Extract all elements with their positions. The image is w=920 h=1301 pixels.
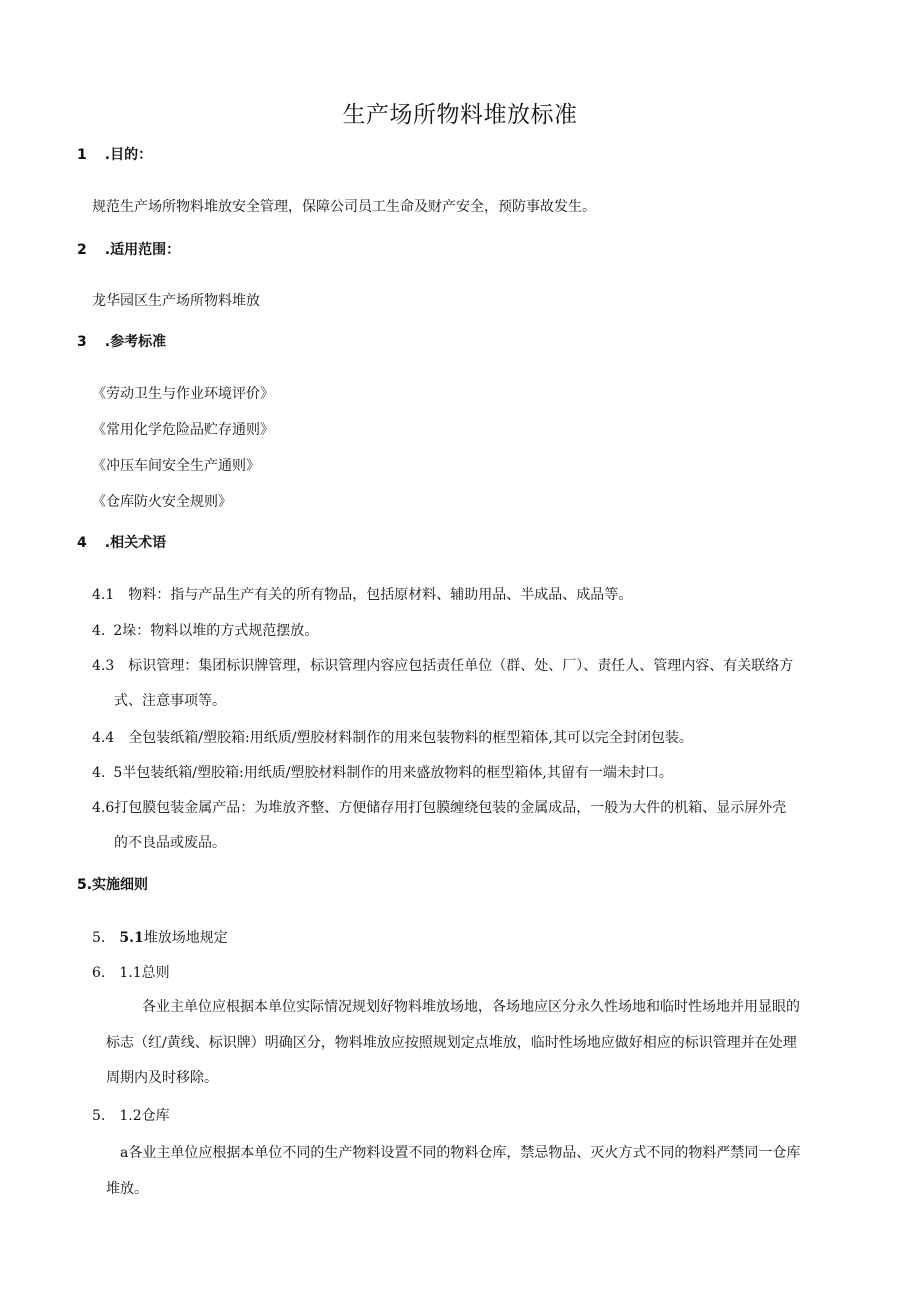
reference-item: 《劳动卫生与作业环境评价》: [92, 386, 274, 402]
term-text: 打包膜包装金属产品：为堆放齐整、方便储存用打包膜缠绕包装的金属成品，一般为大件的机箱、显示屏外壳: [114, 800, 787, 816]
section-2-label: .适用范围：: [104, 242, 181, 258]
term-text: 5半包装纸箱/塑胶箱:用纸质/塑胶材料制作的用来盛放物料的框型箱体,其留有一端未封口。: [113, 765, 673, 781]
term-text-continued: 式、注意事项等。: [114, 693, 226, 709]
term-item: [92, 621, 318, 641]
section-4-number: 4: [77, 535, 87, 551]
section-4-heading: [77, 533, 166, 553]
paragraph-line: a各业主单位应根据本单位不同的生产物料设置不同的物料仓库，禁忌物品、灭火方式不同的物料严禁同一仓库: [120, 1145, 801, 1161]
term-number: 4.3: [92, 658, 115, 674]
term-number: 4.: [92, 765, 106, 781]
reference-item: 《仓库防火安全规则》: [92, 494, 232, 510]
reference-item: 《常用化学危险品贮存通则》: [92, 422, 274, 438]
term-text: 2垛：物料以堆的方式规范摆放。: [113, 623, 319, 639]
subsection-title: 1.2仓库: [119, 1108, 170, 1124]
section-1-text: 规范生产场所物料堆放安全管理，保障公司员工生命及财产安全，预防事故发生。: [92, 199, 596, 215]
term-item: [92, 656, 793, 676]
subsection-heading: [92, 963, 170, 983]
subsection-number: 5.: [92, 1108, 106, 1124]
section-1-label: .目的：: [104, 147, 153, 163]
section-1-number: 1: [77, 147, 87, 163]
reference-item: 《冲压车间安全生产通则》: [92, 458, 260, 474]
section-3-number: 3: [77, 334, 87, 350]
subsection-bold-number: 5.1: [119, 930, 144, 946]
term-number: 4.4: [92, 730, 115, 746]
term-text-continued: 的不良品或废品。: [114, 835, 226, 851]
section-4-label: .相关术语: [104, 535, 167, 551]
term-item: [92, 585, 632, 605]
term-text: 全包装纸箱/塑胶箱:用纸质/塑胶材料制作的用来包装物料的框型箱体,其可以完全封闭包装。: [128, 730, 693, 746]
paragraph-line: 周期内及时移除。: [106, 1070, 218, 1086]
subsection-title: 1.1总则: [119, 965, 170, 981]
subsection-number: 6.: [92, 965, 106, 981]
subsection-heading: [92, 1106, 170, 1126]
term-item: [92, 763, 673, 783]
document-title: 生产场所物料堆放标准: [342, 102, 578, 128]
section-2-text: 龙华园区生产场所物料堆放: [92, 293, 260, 309]
paragraph-line: 标志（红/黄线、标识牌）明确区分，物料堆放应按照规划定点堆放，临时性场地应做好相应的标识管理并在处理: [106, 1035, 797, 1051]
section-2-number: 2: [77, 242, 87, 258]
paragraph-line: 堆放。: [106, 1181, 148, 1197]
section-2-heading: [77, 240, 180, 260]
subsection-title: 堆放场地规定: [143, 930, 228, 946]
section-3-label: .参考标准: [104, 334, 167, 350]
term-text: 标识管理：集团标识牌管理，标识管理内容应包括责任单位（群、处、厂）、责任人、管理内容、有关联络方: [128, 658, 794, 674]
subsection-number: 5.: [92, 930, 106, 946]
term-item: [92, 728, 693, 748]
section-1-heading: [77, 145, 152, 165]
paragraph-line: 各业主单位应根据本单位实际情况规划好物料堆放场地，各场地应区分永久性场地和临时性场地并用显眼的: [142, 999, 800, 1015]
section-3-heading: [77, 332, 166, 352]
term-item: [92, 798, 786, 818]
term-number: 4.6: [92, 800, 115, 816]
section-5-heading: 5.实施细则: [77, 877, 149, 893]
term-number: 4.1: [92, 587, 115, 603]
subsection-heading: [92, 928, 228, 948]
term-number: 4.: [92, 623, 106, 639]
term-text: 物料：指与产品生产有关的所有物品，包括原材料、辅助用品、半成品、成品等。: [128, 587, 633, 603]
